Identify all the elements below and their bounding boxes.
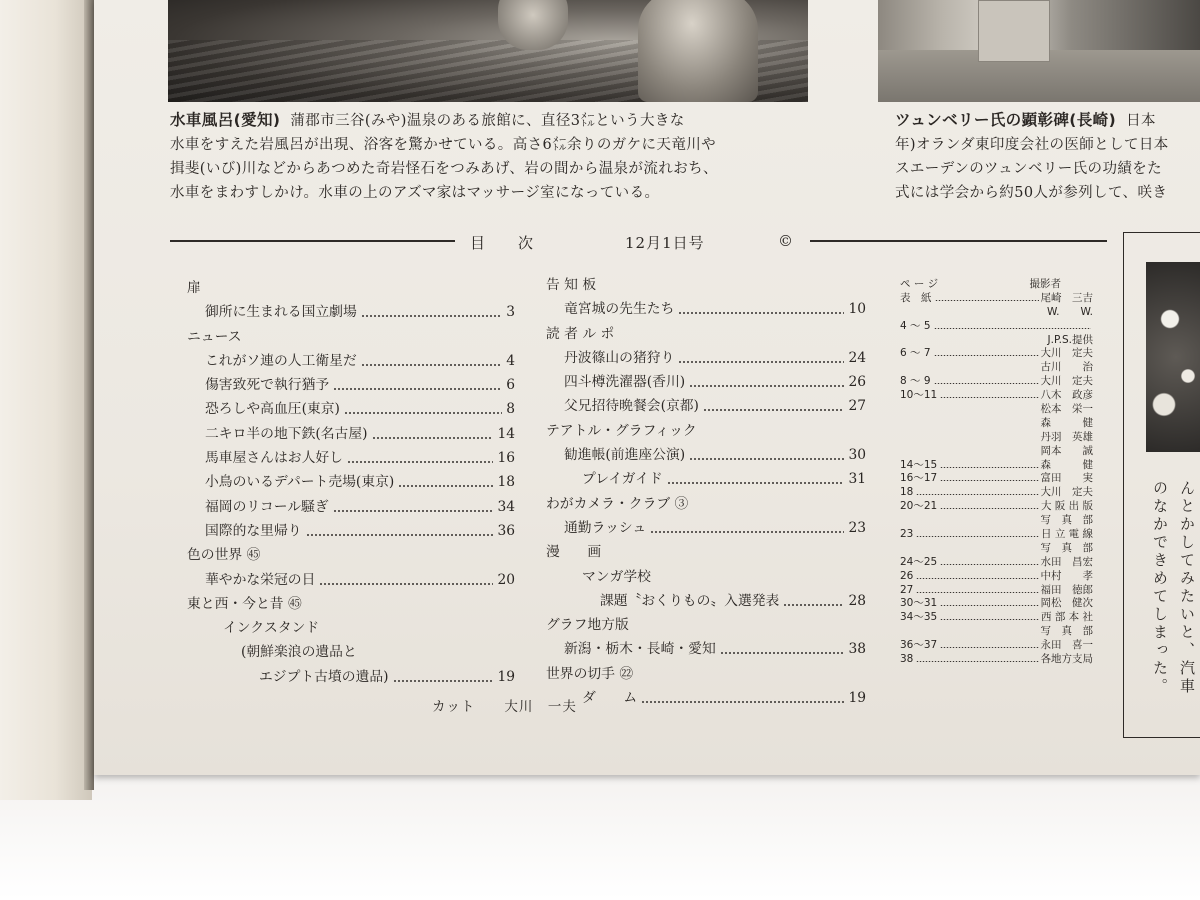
leader-dots: [306, 534, 493, 536]
credit-page: 16～17: [900, 472, 938, 485]
toc-entry: [546, 370, 866, 394]
toc-entry: [187, 665, 515, 689]
toc-entry-label: グラフ地方版: [546, 617, 629, 634]
credit-row: [900, 639, 1093, 653]
toc-entry: [187, 640, 515, 664]
leader-dots: [935, 300, 1039, 301]
credit-row: [900, 334, 1093, 348]
leader-dots: [347, 461, 493, 463]
toc-entry-label: 二キロ半の地下鉄(名古屋): [205, 425, 368, 442]
leader-dots: [678, 312, 844, 314]
leader-dots: [916, 661, 1039, 662]
toc-entry: [187, 495, 515, 519]
credit-photographer: 森 健: [1040, 416, 1093, 429]
toc-entry-label: 華やかな栄冠の日: [205, 571, 316, 588]
toc-entry: [187, 397, 515, 421]
toc-entry-page: 30: [848, 447, 866, 464]
toc-entry-page: 16: [497, 450, 515, 467]
toc-entry: [546, 394, 866, 418]
toc-entry: [187, 349, 515, 373]
credit-photographer: 大川 定夫: [1040, 347, 1093, 360]
toc-entry-label: マンガ学校: [582, 568, 651, 585]
toc-entry: [546, 443, 866, 467]
toc-heading: 目 次: [470, 234, 535, 252]
toc-entry-page: 26: [848, 374, 866, 391]
toc-entry-label: プレイガイド: [582, 471, 663, 488]
toc-entry: [187, 300, 515, 324]
toc-entry-label: 小鳥のいるデパート売場(東京): [205, 474, 395, 491]
credit-photographer: 中村 孝: [1040, 569, 1093, 582]
caption-line: 揖斐(いび)川などからあつめた奇岩怪石をつみあげ、岩の間から温泉が流れおち、: [170, 161, 718, 177]
credit-photographer: J.P.S.提供: [1047, 333, 1093, 346]
toc-entry-page: 14: [497, 425, 515, 442]
credits-page-header: ペ ー ジ: [900, 278, 939, 290]
toc-entry-page: 28: [848, 592, 866, 609]
toc-entry-page: 23: [848, 519, 866, 536]
toc-entry: [546, 322, 866, 346]
credit-page: 24～25: [900, 555, 938, 568]
credit-page: 10～11: [900, 389, 938, 402]
previous-page-edge: [0, 0, 92, 800]
toc-entry: [187, 519, 515, 543]
toc-entry: [546, 540, 866, 564]
leader-dots: [940, 647, 1039, 648]
caption-line: 水車をすえた岩風呂が出現、浴客を驚かせている。高さ6㍍余りのガケに天竜川や: [170, 137, 717, 153]
credit-row: [900, 389, 1093, 403]
leader-dots: [783, 604, 844, 606]
toc-entry-label: わがカメラ・クラブ ③: [546, 495, 689, 512]
photo-credits: [900, 278, 1093, 667]
leader-dots: [916, 592, 1039, 593]
leader-dots: [934, 355, 1039, 356]
toc-entry-page: 6: [506, 377, 515, 394]
credit-row: [900, 306, 1093, 320]
toc-entry: [546, 492, 866, 516]
toc-column-1: [187, 276, 515, 689]
credit-row: [900, 403, 1093, 417]
toc-entry: [187, 446, 515, 470]
toc-entry-label: 通勤ラッシュ: [564, 519, 647, 536]
toc-entry: [187, 325, 515, 349]
leader-dots: [940, 564, 1039, 565]
credit-photographer: 各地方支局: [1040, 653, 1093, 666]
toc-entry-label: 父兄招待晩餐会(京都): [564, 398, 699, 415]
side-column-photo: [1146, 262, 1200, 452]
toc-entry: [546, 273, 866, 297]
leader-dots: [940, 605, 1039, 606]
leader-dots: [361, 364, 502, 366]
monument-photo: [878, 0, 1200, 102]
credit-row: [900, 431, 1093, 445]
leader-dots: [689, 458, 844, 460]
toc-entry-page: 4: [506, 352, 515, 369]
toc-entry-label: 勧進帳(前進座公演): [564, 447, 686, 464]
credit-page: 30～31: [900, 597, 938, 610]
credit-photographer: 丹羽 英雄: [1040, 430, 1093, 443]
leader-dots: [319, 583, 493, 585]
toc-entry-page: 34: [497, 498, 515, 515]
leader-dots: [934, 328, 1091, 329]
toc-entry-label: 丹波篠山の猪狩り: [564, 349, 675, 366]
leader-dots: [934, 383, 1039, 384]
copyright-mark: ©: [778, 232, 794, 250]
credit-row: [900, 500, 1093, 514]
credit-page: 20～21: [900, 500, 938, 513]
toc-entry-label: ニュース: [187, 328, 242, 345]
toc-entry-page: 19: [848, 690, 866, 707]
leader-dots: [641, 701, 844, 703]
credit-photographer: 古川 治: [1040, 361, 1093, 374]
toc-entry: [187, 373, 515, 397]
toc-entry-label: 福岡のリコール騒ぎ: [205, 498, 329, 515]
toc-entry-page: 19: [497, 668, 515, 685]
credit-row: [900, 375, 1093, 389]
credit-row: [900, 556, 1093, 570]
credit-row: [900, 611, 1093, 625]
credit-row: [900, 292, 1093, 306]
credit-row: [900, 459, 1093, 473]
credit-photographer: 森 健: [1040, 458, 1093, 471]
toc-entry: [546, 297, 866, 321]
credit-photographer: 写 真 部: [1040, 625, 1093, 638]
credit-page: 8 ～ 9: [900, 375, 931, 388]
water-wheel-bath-photo: [168, 0, 808, 102]
toc-entry: [187, 470, 515, 494]
credit-page: 36～37: [900, 639, 938, 652]
toc-entry: [546, 419, 866, 443]
caption-line: スエーデンのツュンベリー氏の功績をた: [895, 161, 1163, 177]
leader-dots: [393, 680, 493, 682]
leader-dots: [333, 388, 502, 390]
credit-row: [900, 347, 1093, 361]
credit-row: [900, 472, 1093, 486]
side-text-line: んとかしてみたいと、汽車: [1178, 480, 1196, 696]
leader-dots: [940, 480, 1039, 481]
credit-photographer: 富田 実: [1040, 472, 1093, 485]
toc-rule-right: [810, 240, 1107, 242]
credit-row: [900, 653, 1093, 667]
toc-entry-label: 告 知 板: [546, 277, 597, 293]
caption-title: 水車風呂(愛知): [170, 111, 281, 129]
credit-photographer: 松本 栄一: [1040, 403, 1093, 416]
toc-entry-label: 恐ろしや高血圧(東京): [205, 401, 340, 418]
credit-photographer: 西 部 本 社: [1040, 611, 1093, 624]
cut-credit: カット 大川 一夫: [432, 699, 577, 715]
toc-entry-label: これがソ連の人工衛星だ: [205, 352, 357, 369]
toc-entry: [546, 565, 866, 589]
credits-photographer-header: 撮影者: [1029, 278, 1061, 290]
toc-entry-label: 御所に生まれる国立劇場: [205, 304, 357, 321]
credit-photographer: 八木 政彦: [1040, 389, 1093, 402]
credit-row: [900, 570, 1093, 584]
toc-entry: [546, 346, 866, 370]
credit-page: 23: [900, 528, 914, 541]
left-photo-caption: [170, 108, 718, 205]
credit-page: 6 ～ 7: [900, 347, 931, 360]
toc-entry-label: エジプト古墳の遺品): [259, 668, 389, 685]
toc-entry-page: 20: [497, 571, 515, 588]
toc-entry-page: 27: [848, 398, 866, 415]
leader-dots: [667, 482, 844, 484]
leader-dots: [678, 361, 844, 363]
toc-entry: [546, 516, 866, 540]
toc-entry-page: 18: [497, 474, 515, 491]
leader-dots: [940, 467, 1039, 468]
credit-photographer: 尾崎 三吉: [1040, 291, 1093, 304]
toc-entry: [546, 589, 866, 613]
leader-dots: [689, 385, 844, 387]
toc-entry-label: 読 者 ル ポ: [546, 325, 615, 342]
credit-page: 26: [900, 569, 914, 582]
toc-entry-page: 10: [848, 301, 866, 318]
credit-row: [900, 597, 1093, 611]
caption-line: 日本: [1126, 113, 1156, 129]
credit-photographer: 大 阪 出 版: [1040, 500, 1093, 513]
toc-entry-page: 31: [848, 471, 866, 488]
right-photo-caption: [895, 108, 1200, 205]
leader-dots: [940, 619, 1039, 620]
toc-rule-left: [170, 240, 455, 242]
caption-title: ツュンベリー氏の顕彰碑(長崎): [895, 111, 1117, 129]
toc-entry-label: 傷害致死で執行猶予: [205, 377, 330, 394]
toc-entry-label: (朝鮮楽浪の遺品と: [241, 644, 357, 661]
toc-entry-label: 世界の切手 ㉒: [546, 665, 634, 682]
toc-entry: [187, 592, 515, 616]
credit-page: 4 ～ 5: [900, 319, 931, 332]
credit-row: [900, 584, 1093, 598]
credit-row: [900, 445, 1093, 459]
credit-row: [900, 528, 1093, 542]
leader-dots: [703, 409, 844, 411]
toc-entry-label: 課題〝おくりもの〟入選発表: [600, 592, 780, 609]
credit-photographer: W. W.: [1046, 305, 1093, 318]
toc-entry: [187, 568, 515, 592]
toc-entry: [546, 467, 866, 491]
credit-row: [900, 514, 1093, 528]
page-gutter-shadow: [84, 0, 94, 790]
leader-dots: [344, 412, 502, 414]
toc-entry-page: 24: [848, 349, 866, 366]
leader-dots: [398, 485, 493, 487]
table-surface: [0, 770, 1200, 900]
credit-page: 14～15: [900, 458, 938, 471]
credit-photographer: 日 立 電 線: [1040, 528, 1093, 541]
credit-photographer: 福田 徳郎: [1040, 583, 1093, 596]
toc-entry-page: 3: [506, 304, 515, 321]
leader-dots: [361, 315, 502, 317]
credit-row: [900, 486, 1093, 500]
credit-photographer: 岡本 誠: [1040, 444, 1093, 457]
toc-entry: [546, 613, 866, 637]
caption-line: 式には学会から約50人が参列して、咲き: [895, 185, 1168, 201]
toc-entry: [546, 686, 866, 710]
leader-dots: [916, 578, 1039, 579]
credit-photographer: 岡松 健次: [1040, 597, 1093, 610]
toc-entry: [546, 637, 866, 661]
toc-entry-label: 馬車屋さんはお人好し: [205, 450, 343, 467]
toc-entry-label: 東と西・今と昔 ㊺: [187, 595, 302, 612]
leader-dots: [916, 494, 1039, 495]
toc-entry: [187, 276, 515, 300]
toc-entry-label: 扉: [187, 280, 201, 296]
side-text-line: のなかできめてしまった。: [1151, 480, 1169, 696]
credit-row: [900, 625, 1093, 639]
toc-entry-label: 四斗樽洗濯器(香川): [564, 374, 686, 391]
leader-dots: [372, 437, 493, 439]
leader-dots: [940, 508, 1039, 509]
toc-entry: [187, 616, 515, 640]
toc-entry-label: 国際的な里帰り: [205, 522, 302, 539]
toc-entry-page: 36: [497, 522, 515, 539]
toc-column-2: [546, 273, 866, 710]
credit-photographer: 水田 昌宏: [1040, 555, 1093, 568]
leader-dots: [940, 397, 1039, 398]
toc-entry-label: テアトル・グラフィック: [546, 422, 697, 439]
credit-row: [900, 361, 1093, 375]
toc-entry-label: インクスタンド: [223, 620, 320, 637]
credit-page: 18: [900, 486, 914, 499]
leader-dots: [333, 510, 493, 512]
toc-entry: [546, 662, 866, 686]
leader-dots: [720, 652, 844, 654]
toc-entry-label: 漫 画: [546, 544, 602, 561]
toc-entry-label: 新潟・栃木・長崎・愛知: [564, 641, 716, 658]
caption-line: 蒲郡市三谷(みや)温泉のある旅館に、直径3㍍という大きな: [290, 113, 685, 129]
toc-entry-label: 色の世界 ㊺: [187, 547, 261, 564]
credit-row: [900, 542, 1093, 556]
credit-photographer: 大川 定夫: [1040, 486, 1093, 499]
toc-entry-label: ダ ム: [582, 690, 638, 707]
toc-entry: [187, 422, 515, 446]
credit-photographer: 永田 喜一: [1040, 639, 1093, 652]
credit-page: 27: [900, 583, 914, 596]
credit-page: 34～35: [900, 611, 938, 624]
toc-entry-page: 8: [506, 401, 515, 418]
leader-dots: [650, 531, 844, 533]
toc-issue-date: 12月1日号: [625, 234, 705, 252]
credit-photographer: 大川 定夫: [1040, 375, 1093, 388]
caption-line: 年)オランダ東印度会社の医師として日本: [895, 137, 1169, 153]
credit-page: 表 紙: [900, 291, 932, 304]
toc-entry: [187, 543, 515, 567]
credit-row: [900, 320, 1093, 334]
credit-page: 38: [900, 653, 914, 666]
leader-dots: [916, 536, 1039, 537]
toc-entry-page: 38: [848, 641, 866, 658]
credit-photographer: 写 真 部: [1040, 514, 1093, 527]
toc-entry-label: 竜宮城の先生たち: [564, 301, 675, 318]
caption-line: 水車をまわすしかけ。水車の上のアズマ家はマッサージ室になっている。: [170, 185, 660, 201]
credit-row: [900, 417, 1093, 431]
credit-photographer: 写 真 部: [1040, 541, 1093, 554]
